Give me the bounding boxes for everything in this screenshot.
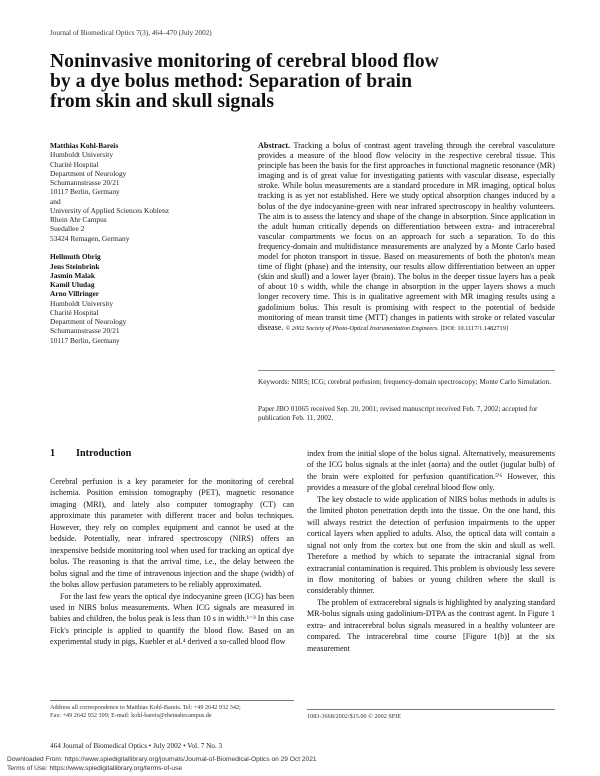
- abstract-label: Abstract.: [258, 141, 291, 150]
- affiliation-line: Suedallee 2: [50, 224, 85, 234]
- abstract-divider: [258, 370, 555, 371]
- correspondence-footnote: [50, 704, 294, 721]
- affiliation-line: Rhein Ahr Campus: [50, 215, 107, 224]
- affiliation-line: Humboldt University: [50, 150, 114, 160]
- section-title: Introduction: [76, 448, 132, 459]
- body-paragraph: The problem of extracerebral signals is highlighted by analyzing standard MR-bolus signals using gadolinium-DTPA as the contrast agent. In Figure 1 extra- and intracerebral bolus signals measured in a healthy volunteer are compared. The intracerebral time course [Figure 1(b)] at the six measurement: [307, 597, 555, 653]
- download-notice: [7, 756, 317, 773]
- affiliation-line: Department of Neurology: [50, 168, 127, 178]
- affiliation-line: University of Applied Sciences Koblenz: [50, 205, 170, 215]
- body-paragraph: Cerebral perfusion is a key parameter for the monitoring of cerebral ischemia. Position emission tomography (PET), magnetic resonance imaging (MRI), and lately also computer tomography (CT) can approximate this parameter with different tracer and bolus techniques. However, they rely on complex equipment and cannot be used at the bedside. Potentially, near infrared spectroscopy (NIRS) offers an inexpensive bedside monitoring tool when used for tracking an optical dye bolus. The reasoning is that the arrival time, i.e., the delay between the bolus signal and the time of intravenous injection and the shape (width) of the bolus allow perfusion parameters to be reliably approximated.: [50, 477, 294, 590]
- title-line: from skin and skull signals: [50, 91, 274, 112]
- abstract-text: Tracking a bolus of contrast agent traveling through the cerebral vasculature provides a measure of the blood flow velocity in the respective cerebral tissue. This principle has been the basis for the first approaches in functional magnetic resonance (MR) imaging and is of great value for investigating patients with vascular disease, especially stroke. While bolus measurements are a standard procedure in MR imaging, optical bolus tracking is as yet not established. Here we study optical absorption changes induced by a bolus of the dye indocyanine-green with near infrared spectroscopy in healthy volunteers. The aim is to assess the latency and shape of the change in absorption. Since application in the adult human critically depends on differentiation between extra- and intracerebral vascular compartments we focus on an approach for such a separation. To do this frequency-domain and multidistance measurements are analyzed by a Monte Carlo based model for photon transport in tissue. Based on measurements of both the photon's mean time of flight (phase) and the intensity, our results allow differentiation between an upper (skin and skull) and a lower layer (brain). The bolus in the deeper tissue layers has a peak of about 10 s width, while the change in absorption in the upper layers shows a much longer recovery time. This is in qualitative agreement with MR imaging results using a gadolinium bolus. This result is promising with respect to the potential of bedside monitoring of mean transit time (MTT) changes in patients with stroke or related vascular disease.: [258, 141, 555, 332]
- section-heading: [50, 448, 131, 459]
- affiliation-line: 10117 Berlin, Germany: [50, 335, 120, 345]
- title-line: Noninvasive monitoring of cerebral blood flow: [50, 51, 439, 72]
- issn-footnote: 1083-3668/2002/$15.00 © 2002 SPIE: [307, 713, 402, 720]
- affiliation-line: Charité Hospital: [50, 159, 99, 169]
- body-paragraph: For the last few years the optical dye indocyanine green (ICG) has been used in NIRS bolus measurements. When ICG signals are measured in babies and children, the bolus peak is less than 10 s in width.¹⁻³ In this case Fick's principle is applied to quantify the blood flow. Based on an experimental study in pigs, Kuebler et al.⁴ derived a so-called blood flow: [50, 591, 294, 647]
- affiliation-line: Charité Hospital: [50, 307, 99, 317]
- affiliation-line: Department of Neurology: [50, 317, 127, 326]
- author-name: Matthias Kohl-Bareis: [50, 141, 119, 150]
- footnote-divider-left: [50, 700, 294, 701]
- title-line: by a dye bolus method: Separation of brain: [50, 71, 412, 92]
- paper-history: Paper JBO 01065 received Sep. 20, 2001; revised manuscript received Feb. 7, 2002; accepted for publication Feb. 11, 2002.: [258, 405, 538, 423]
- affiliation-line: Schumannstrasse 20/21: [50, 326, 120, 336]
- body-paragraph: index from the initial slope of the bolus signal. Alternatively, measurements of the ICG bolus signals at the inlet (aorta) and the outlet (jugular bulb) of the brain were exploited for perfusion quantification.⁵'⁶ However, this provides a measure of the global cerebral blood flow only.: [307, 449, 555, 493]
- journal-header: Journal of Biomedical Optics 7(3), 464–470 (July 2002): [50, 29, 212, 37]
- body-column-right: [307, 448, 555, 654]
- body-column-left: [50, 476, 294, 648]
- footnote-line: Address all correspondence to Matthias Kohl-Bareis. Tel: +49 2642 932 342;: [50, 704, 241, 711]
- affiliation-line: 10117 Berlin, Germany: [50, 187, 120, 197]
- author-name: Hellmuth Obrig: [50, 252, 101, 262]
- affiliation-line: Humboldt University: [50, 298, 114, 308]
- author-name: Kamil Uludag: [50, 280, 95, 289]
- author-name: Jens Steinbrink: [50, 261, 100, 271]
- body-paragraph: The key obstacle to wide application of NIRS bolus methods in adults is the limited photon penetration depth into the tissue. On the one hand, this will always restrict the detection of perfusion impairments to the upper cortical layers when applied to adults. Also, the optical data will contain a signal not only from the cortex but one from the skin and skull as well. Therefore a method by which to separate the intracranial signal from extracranial contamination is required. This problem is obviously less severe in flow monitoring of babies or young children where the skull is considerably thinner.: [307, 494, 555, 596]
- download-line: Downloaded From: https://www.spiedigitallibrary.org/journals/Journal-of-Biomedical-Optics on 29 Oct 2021: [7, 756, 317, 763]
- terms-line: Terms of Use: https://www.spiedigitallibrary.org/terms-of-use: [7, 764, 183, 772]
- doi: [DOI: 10.1117/1.1482719]: [440, 324, 508, 332]
- affiliation-line: 53424 Remagen, Germany: [50, 233, 130, 243]
- author-name: Arno Villringer: [50, 289, 100, 299]
- footnote-line: Fax: +49 2642 932 399; E-mail: kohl-bareis@rheinahrcampus.de: [50, 712, 212, 720]
- paper-title: [50, 52, 480, 112]
- section-number: 1: [50, 448, 56, 459]
- copyright-notice: © 2002 Society of Photo-Optical Instrumentation Engineers.: [285, 324, 439, 332]
- affiliation-line: Schumannstrasse 20/21: [50, 178, 120, 187]
- keywords: Keywords: NIRS; ICG; cerebral perfusion; frequency-domain spectroscopy; Monte Carlo Simulation.: [258, 378, 552, 386]
- affiliation-line: and: [50, 196, 61, 206]
- footnote-divider-right: [307, 709, 555, 710]
- abstract: [258, 141, 555, 334]
- author-affiliations: [50, 141, 250, 345]
- author-name: Jasmin Malak: [50, 270, 95, 280]
- page-footer: 464 Journal of Biomedical Optics • July 2002 • Vol. 7 No. 3: [50, 742, 223, 750]
